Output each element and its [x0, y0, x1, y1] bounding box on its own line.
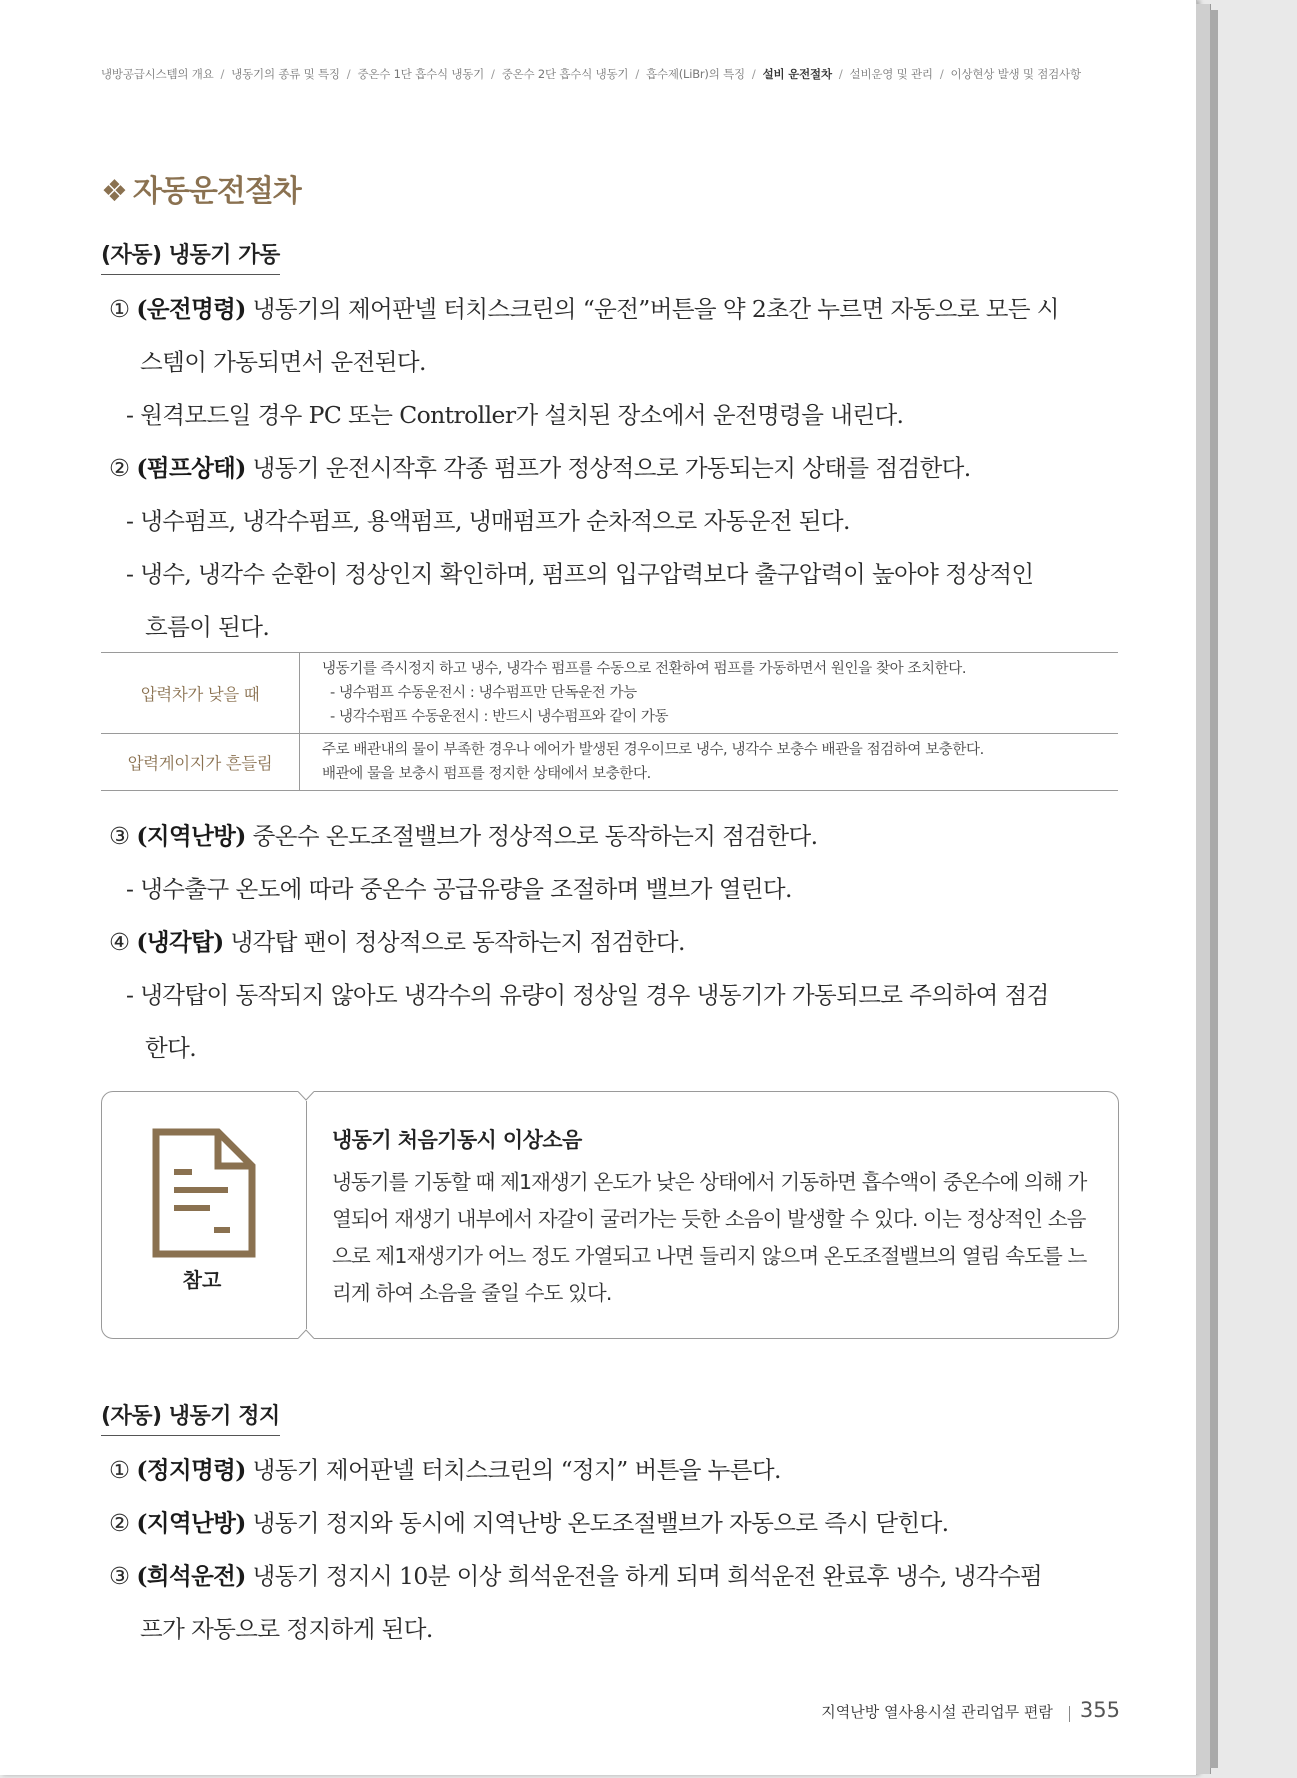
step-text: 냉동기의 제어판넬 터치스크린의 “운전”버튼을 약 2초간 누르면 자동으로 모든 시	[245, 295, 1059, 323]
breadcrumb-separator: /	[838, 67, 843, 81]
stop-step-2	[109, 1504, 949, 1538]
page-number: 355	[1079, 1698, 1120, 1722]
table-row	[101, 734, 1118, 791]
step-keyword: (냉각탑)	[136, 928, 224, 956]
note-box	[101, 1091, 1119, 1339]
note-text: 냉동기를 기동할 때 제1재생기 온도가 낮은 상태에서 기동하면 흡수액이 중온수에 의해 가열되어 재생기 내부에서 자갈이 굴러가는 듯한 소음이 발생할 수 있다. 이는 정상적인 소음으로 제1재생기가 어느 정도 가열되고 나면 들리지 않으며 온도조절밸브의 열림 속도를 느리게 하여 소음을 줄일 수도 있다.	[332, 1170, 1087, 1305]
step-number: ①	[109, 1456, 130, 1484]
breadcrumb-separator: /	[939, 67, 944, 81]
table-row-content	[300, 734, 1119, 791]
start-step-2-sub-2-cont: 흐름이 된다.	[145, 613, 270, 641]
note-label: 참고	[182, 1268, 222, 1292]
breadcrumb-separator: /	[220, 67, 225, 81]
note-notch	[298, 1329, 314, 1339]
step-keyword: (정지명령)	[136, 1456, 246, 1484]
step-keyword: (희석운전)	[136, 1562, 246, 1590]
breadcrumb-item[interactable]: 중온수 2단 흡수식 냉동기	[501, 67, 629, 81]
breadcrumb-item[interactable]: 냉방공급시스템의 개요	[101, 67, 214, 81]
start-step-1-cont: 스템이 가동되면서 운전된다.	[140, 348, 426, 376]
stop-step-1	[109, 1451, 781, 1485]
step-text: 냉동기 제어판넬 터치스크린의 “정지” 버튼을 누른다.	[245, 1456, 781, 1484]
stop-step-3	[109, 1557, 1042, 1591]
page-stack-edge	[1210, 10, 1218, 1768]
breadcrumb-item[interactable]: 이상현상 발생 및 점검사항	[950, 67, 1081, 81]
step-text: 냉동기 운전시작후 각종 펌프가 정상적으로 가동되는지 상태를 점검한다.	[245, 454, 971, 482]
table-row	[101, 653, 1118, 734]
step-number: ②	[109, 1509, 130, 1537]
table-line: 배관에 물을 보충시 펌프를 정지한 상태에서 보충한다.	[322, 766, 651, 782]
start-step-2-sub-2: - 냉수, 냉각수 순환이 정상인지 확인하며, 펌프의 입구압력보다 출구압력이 높아야 정상적인	[126, 560, 1034, 588]
table-line: 주로 배관내의 물이 부족한 경우나 에어가 발생된 경우이므로 냉수, 냉각수 보충수 배관을 점검하여 보충한다.	[322, 742, 984, 758]
step-keyword: (펌프상태)	[136, 454, 246, 482]
table-row-label: 압력게이지가 흔들림	[101, 734, 300, 791]
table-line: 냉동기를 즉시정지 하고 냉수, 냉각수 펌프를 수동으로 전환하여 펌프를 가동하면서 원인을 찾아 조치한다.	[322, 661, 967, 677]
step-text: 냉동기 정지와 동시에 지역난방 온도조절밸브가 자동으로 즉시 닫힌다.	[245, 1509, 949, 1537]
table-row-content	[300, 653, 1119, 734]
book-title: 지역난방 열사용시설 관리업무 편람	[821, 1703, 1053, 1721]
document-icon	[152, 1128, 256, 1262]
footer-divider	[1069, 1706, 1070, 1722]
start-step-1	[109, 290, 1059, 324]
page-stack-edge	[1196, 4, 1211, 1774]
step-number: ③	[109, 822, 130, 850]
start-step-4-sub-cont: 한다.	[145, 1034, 197, 1062]
step-keyword: (지역난방)	[136, 822, 246, 850]
step-text: 중온수 온도조절밸브가 정상적으로 동작하는지 점검한다.	[245, 822, 818, 850]
page-footer	[790, 1698, 1120, 1722]
stop-step-3-cont: 프가 자동으로 정지하게 된다.	[140, 1615, 433, 1643]
breadcrumb-separator: /	[346, 67, 351, 81]
start-heading: (자동) 냉동기 가동	[101, 238, 280, 275]
step-number: ④	[109, 928, 130, 956]
breadcrumb-separator: /	[491, 67, 495, 81]
step-keyword: (운전명령)	[136, 295, 246, 323]
table-line: - 냉각수펌프 수동운전시 : 반드시 냉수펌프와 같이 가동	[330, 709, 669, 725]
breadcrumb-separator: /	[751, 67, 756, 81]
breadcrumb	[101, 66, 1121, 82]
section-title-text: 자동운전절차	[132, 174, 301, 209]
step-text: 냉각탑 팬이 정상적으로 동작하는지 점검한다.	[223, 928, 685, 956]
note-notch	[298, 1091, 314, 1101]
breadcrumb-item[interactable]: 냉동기의 종류 및 특징	[231, 67, 340, 81]
start-step-4-sub: - 냉각탑이 동작되지 않아도 냉각수의 유량이 정상일 경우 냉동기가 가동되므로 주의하여 점검	[126, 981, 1049, 1009]
start-step-3-sub: - 냉수출구 온도에 따라 중온수 공급유량을 조절하며 밸브가 열린다.	[126, 875, 792, 903]
start-step-4	[109, 923, 685, 957]
step-text: 냉동기 정지시 10분 이상 희석운전을 하게 되며 희석운전 완료후 냉수, 냉각수펌	[245, 1562, 1043, 1590]
diamond-bullet-icon: ❖	[101, 174, 127, 209]
note-divider	[306, 1092, 307, 1338]
section-title	[101, 166, 301, 210]
step-keyword: (지역난방)	[136, 1509, 246, 1537]
step-number: ③	[109, 1562, 130, 1590]
stop-heading: (자동) 냉동기 정지	[101, 1399, 280, 1436]
breadcrumb-item[interactable]: 흡수제(LiBr)의 특징	[646, 67, 745, 81]
start-step-2-sub-1: - 냉수펌프, 냉각수펌프, 용액펌프, 냉매펌프가 순차적으로 자동운전 된다.	[126, 507, 850, 535]
breadcrumb-separator: /	[635, 67, 639, 81]
table-line: - 냉수펌프 수동운전시 : 냉수펌프만 단독운전 가능	[330, 685, 637, 701]
start-step-2	[109, 449, 971, 483]
breadcrumb-item[interactable]: 설비운영 및 관리	[849, 67, 933, 81]
start-step-3	[109, 817, 817, 851]
start-step-1-sub: - 원격모드일 경우 PC 또는 Controller가 설치된 장소에서 운전명령을 내린다.	[126, 401, 904, 429]
pressure-table	[101, 652, 1118, 791]
breadcrumb-item[interactable]: 중온수 1단 흡수식 냉동기	[357, 67, 485, 81]
step-number: ②	[109, 454, 130, 482]
breadcrumb-item-active[interactable]: 설비 운전절차	[762, 67, 832, 81]
step-number: ①	[109, 295, 130, 323]
note-title: 냉동기 처음기동시 이상소음	[332, 1128, 582, 1152]
table-row-label: 압력차가 낮을 때	[101, 653, 300, 734]
